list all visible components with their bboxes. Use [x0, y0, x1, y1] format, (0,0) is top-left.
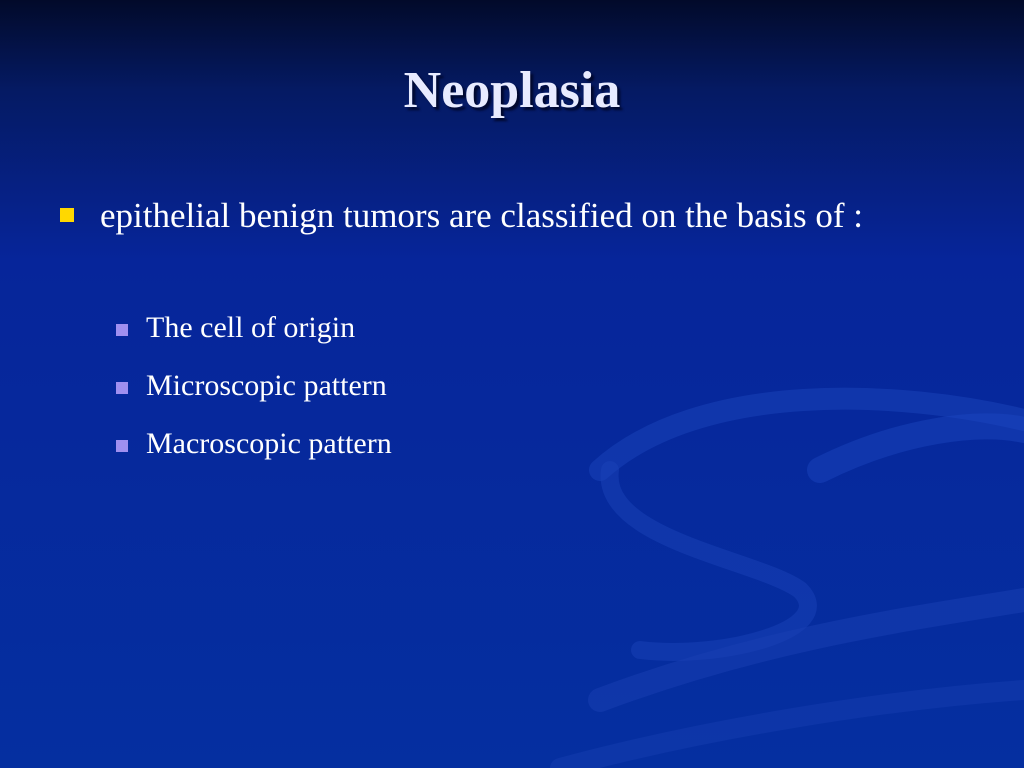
slide-title: Neoplasia — [403, 62, 621, 119]
sub-bullet-list — [116, 308, 392, 482]
sub-bullet-text: Microscopic pattern — [146, 369, 387, 402]
sub-bullet-item — [116, 308, 392, 366]
swirl-band-loop — [610, 470, 808, 652]
sub-bullet-text: Macroscopic pattern — [146, 427, 392, 460]
lavender-square-bullet-icon — [116, 324, 128, 336]
yellow-square-bullet-icon — [60, 208, 74, 222]
sub-bullet-text: The cell of origin — [146, 311, 356, 344]
swirl-band-right — [820, 426, 1024, 470]
sub-bullet-item — [116, 366, 392, 424]
sub-bullet-item — [116, 424, 392, 482]
main-bullet — [60, 188, 920, 243]
lavender-square-bullet-icon — [116, 382, 128, 394]
main-bullet-text: epithelial benign tumors are classified on the basis of : — [100, 196, 863, 235]
lavender-square-bullet-icon — [116, 440, 128, 452]
